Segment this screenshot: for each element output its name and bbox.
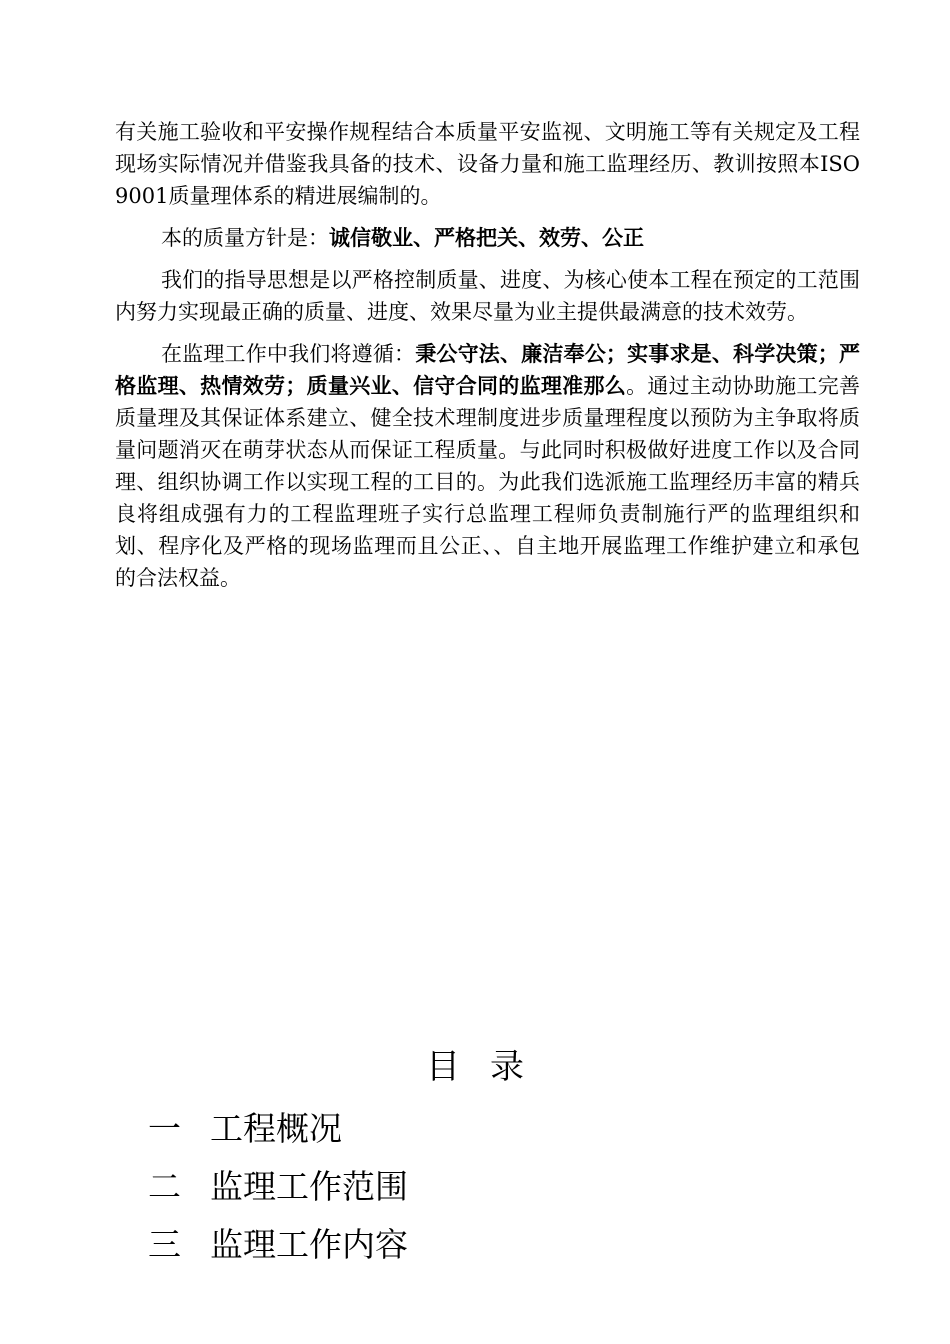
body-text xyxy=(115,116,860,604)
quality-policy-value: 诚信敬业、严格把关、效劳、公正 xyxy=(329,226,644,250)
paragraph-quality-policy xyxy=(115,222,860,254)
toc-title: 目录 xyxy=(426,1047,554,1087)
paragraph-scope xyxy=(115,116,860,212)
principles-text: 。通过主动协助施工完善质量理及其保证体系建立、健全技术理制度进步质量理程度以预防为主争取将质量问题消灭在萌芽状态从而保证工程质量。与此同时积极做好进度工作以及合同理、组织协调工作以实现工程的工目的。为此我们选派施工监理经历丰富的精兵良将组成强有力的工程监理班子实行总监理工程师负责制施行严的监理组织和划、程序化及严格的现场监理而且公正、、自主地开展监理工作维护建立和承包的合法权益。 xyxy=(115,374,861,590)
paragraph-scope-text: 有关施工验收和平安操作规程结合本质量平安监视、文明施工等有关规定及工程现场实际情况并借鉴我具备的技术、设备力量和施工监理经历、教训按照本ISO9001质量理体系的精进展编制的。 xyxy=(115,120,860,208)
toc-item-supervision-content[interactable] xyxy=(148,1216,408,1274)
toc-item-project-overview[interactable] xyxy=(148,1100,408,1158)
quality-policy-label: 本的质量方针是： xyxy=(161,226,329,250)
toc-item-label: 监理工作范围 xyxy=(210,1167,408,1206)
paragraph-guiding-idea xyxy=(115,264,860,328)
principles-label: 在监理工作中我们将遵循： xyxy=(161,342,416,366)
toc-item-number: 一 xyxy=(148,1109,181,1148)
toc-item-number: 二 xyxy=(148,1167,181,1206)
paragraph-principles xyxy=(115,338,860,594)
toc-item-label: 监理工作内容 xyxy=(210,1225,408,1264)
toc-item-number: 三 xyxy=(148,1225,181,1264)
toc-item-supervision-scope[interactable] xyxy=(148,1158,408,1216)
principles-value: 秉公守法、廉洁奉公；实事求是、科学决策；严格监理、热情效劳；质量兴业、信守合同的监理准那么 xyxy=(115,342,860,398)
toc-list xyxy=(148,1100,408,1274)
toc-item-label: 工程概况 xyxy=(210,1109,342,1148)
guiding-idea-text: 我们的指导思想是以严格控制质量、进度、为核心使本工程在预定的工范围内努力实现最正确的质量、进度、效果尽量为业主提供最满意的技术效劳。 xyxy=(115,268,860,324)
